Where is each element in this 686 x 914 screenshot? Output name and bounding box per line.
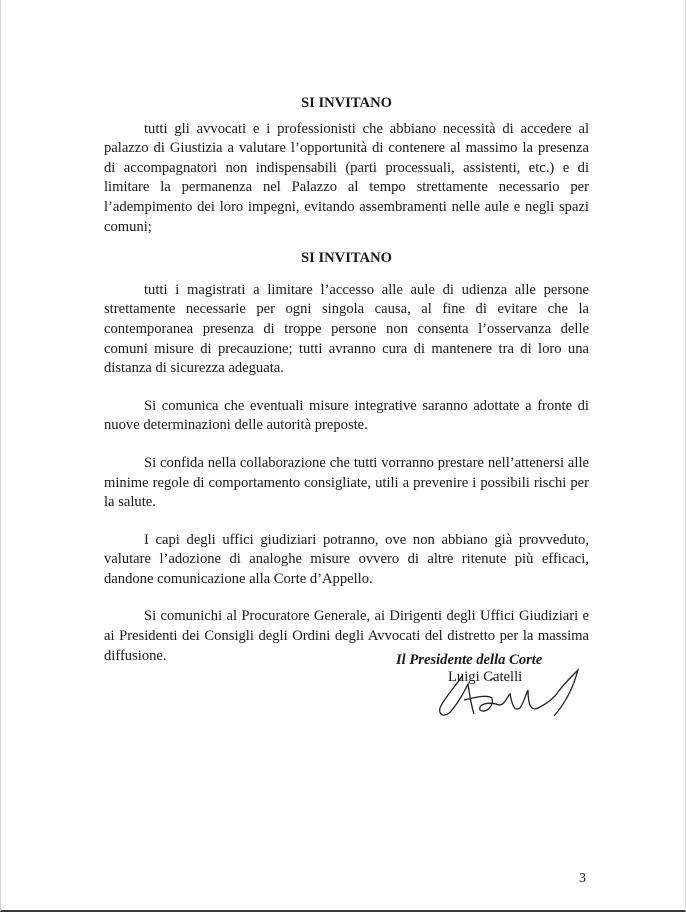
handwritten-signature-icon [434,664,584,722]
paragraph-collaborazione: Si confida nella collaborazione che tutti vorranno prestare nell’attenersi alle minime regole di comportamento consigliate, utili a prevenire i possibili rischi per la salute. [104,454,589,511]
paragraph-avvocati: tutti gli avvocati e i professionisti che abbiano necessità di accedere al palazzo di Giustizia a valutare l’opportunità di contenere al massimo la presenza di accompagnatori non indispensabili (parti processuali, assistenti, etc.) e di limitare la permanenza nel Palazzo al tempo strettamente necessario per l’adempimento dei loro impegni, evitando assembramenti nelle aule e negli spazi comuni; [104,120,589,235]
signature-block [396,652,596,722]
paragraph-capi-uffici: I capi degli uffici giudiziari potranno, ove non abbiano già provveduto, valutare l’adozione di analoghe misure ovvero di altre ritenute più efficaci, dandone comunicazione alla Corte d’Appello. [104,531,589,587]
paragraph-misure-integrative: Si comunica che eventuali misure integrative saranno adottate a fronte di nuove determinazioni delle autorità preposte. [104,397,589,434]
document-body [104,94,589,666]
page-number: 3 [579,871,586,886]
signature-name: Luigi Catelli [448,669,523,685]
heading-si-invitano-2: SI INVITANO [301,250,392,267]
paragraph-comunicazione: Si comunichi al Procuratore Generale, ai Dirigenti degli Uffici Giudiziari e ai Presidenti dei Consigli degli Ordini degli Avvocati del distretto per la massima diffusione. [104,608,589,664]
signature-title: Il Presidente della Corte [396,652,543,668]
paragraph-magistrati: tutti i magistrati a limitare l’accesso alle aule di udienza alle persone strettamente necessarie per ogni singola causa, al fine di evitare che la contemporanea presenza di troppe persone non consenta l’osservanza delle comuni misure di precauzione; tutti avranno cura di mantenere tra di loro una distanza di sicurezza adeguata. [104,281,589,377]
heading-si-invitano-1: SI INVITANO [301,95,392,111]
